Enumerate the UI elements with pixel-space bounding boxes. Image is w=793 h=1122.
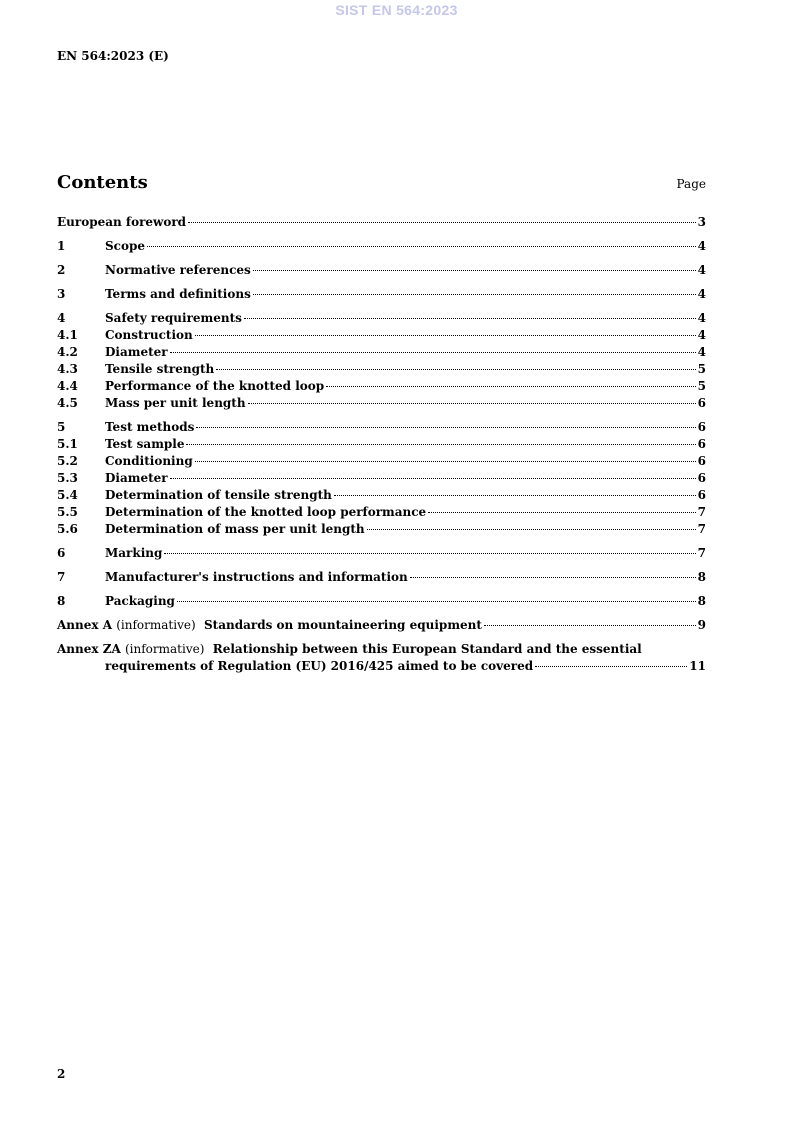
toc-section-title: Determination of the knotted loop performance [105, 505, 427, 519]
toc-section-title: Diameter [105, 345, 168, 359]
leader-dots [170, 352, 696, 353]
toc-page-number: 4 [697, 311, 706, 325]
toc-section-number: 5.3 [57, 471, 78, 485]
leader-dots [326, 386, 695, 387]
contents-title: Contents [57, 172, 148, 193]
leader-dots [367, 529, 696, 530]
toc-section-number: 6 [57, 546, 66, 560]
toc-page-number: 4 [697, 328, 706, 342]
leader-dots [177, 601, 696, 602]
toc-entry[interactable] [57, 470, 706, 487]
toc-section-title: Terms and definitions [105, 287, 251, 301]
annex-title-line-1: Relationship between this European Standard and the essential [212, 642, 642, 656]
leader-dots [248, 403, 696, 404]
toc-section-title: Tensile strength [105, 362, 215, 376]
toc-section-number: 5.5 [57, 505, 78, 519]
toc-entry[interactable] [57, 453, 706, 470]
toc-entry[interactable] [57, 419, 706, 436]
leader-dots [164, 553, 695, 554]
toc-page-number: 5 [697, 379, 706, 393]
toc-section-title: Test sample [105, 437, 185, 451]
toc-entry[interactable] [57, 521, 706, 538]
toc-page-number: 6 [697, 437, 706, 451]
leader-dots [170, 478, 696, 479]
leader-dots [334, 495, 696, 496]
toc-section-number: 5 [57, 420, 66, 434]
toc-section-number: 7 [57, 570, 66, 584]
toc-entry[interactable] [57, 504, 706, 521]
toc-section-number: 5.2 [57, 454, 78, 468]
toc-entry[interactable] [57, 593, 706, 610]
toc-page-number: 9 [697, 618, 706, 632]
toc-page-number: 8 [697, 594, 706, 608]
toc-entry-annex-za[interactable] [57, 641, 706, 675]
toc-section-title: Manufacturer's instructions and information [105, 570, 408, 584]
toc-page-number: 4 [697, 287, 706, 301]
leader-dots [147, 246, 696, 247]
toc-entry[interactable] [57, 262, 706, 279]
toc-section-title: Determination of mass per unit length [105, 522, 365, 536]
toc-section-title: Marking [105, 546, 163, 560]
toc-page-number: 7 [697, 546, 706, 560]
toc-section-number: 4.3 [57, 362, 78, 376]
toc-section-title: Performance of the knotted loop [105, 379, 325, 393]
toc-page-number: 4 [697, 345, 706, 359]
leader-dots [195, 335, 696, 336]
toc-section-number: 5.4 [57, 488, 78, 502]
table-of-contents [57, 214, 706, 682]
toc-group [57, 286, 706, 303]
toc-entry[interactable] [57, 395, 706, 412]
leader-dots [253, 294, 696, 295]
leader-dots [216, 369, 695, 370]
toc-entry[interactable] [57, 238, 706, 255]
toc-page-number: 8 [697, 570, 706, 584]
toc-entry-annex-a[interactable] [57, 617, 706, 634]
toc-section-title: Packaging [105, 594, 175, 608]
toc-section-title: Construction [105, 328, 193, 342]
toc-section-title: Conditioning [105, 454, 193, 468]
toc-section-number: 4.4 [57, 379, 78, 393]
toc-section-title: Diameter [105, 471, 168, 485]
toc-entry[interactable] [57, 327, 706, 344]
toc-section-number: 8 [57, 594, 66, 608]
toc-section-title: Normative references [105, 263, 251, 277]
leader-dots [410, 577, 696, 578]
toc-group [57, 593, 706, 610]
toc-entry[interactable] [57, 286, 706, 303]
toc-section-number: 4 [57, 311, 66, 325]
toc-entry[interactable] [57, 361, 706, 378]
toc-entry[interactable] [57, 310, 706, 327]
toc-page-number: 5 [697, 362, 706, 376]
toc-page-number: 6 [697, 420, 706, 434]
leader-dots [186, 444, 695, 445]
page-column-label: Page [676, 177, 706, 191]
toc-group [57, 419, 706, 538]
toc-section-number: 4.1 [57, 328, 78, 342]
toc-section-title: Safety requirements [105, 311, 242, 325]
toc-section-number: 4.5 [57, 396, 78, 410]
toc-entry[interactable] [57, 545, 706, 562]
toc-group [57, 262, 706, 279]
toc-entry[interactable] [57, 214, 706, 231]
toc-group [57, 569, 706, 586]
toc-entry[interactable] [57, 569, 706, 586]
toc-page-number: 6 [697, 454, 706, 468]
toc-page-number: 6 [697, 471, 706, 485]
toc-section-title: European foreword [57, 215, 187, 229]
toc-page-number: 4 [697, 239, 706, 253]
toc-section-number: 2 [57, 263, 66, 277]
toc-section-number: 5.6 [57, 522, 78, 536]
toc-page-number: 11 [689, 659, 706, 673]
leader-dots [484, 625, 696, 626]
toc-page-number: 3 [697, 215, 706, 229]
toc-group [57, 214, 706, 231]
toc-page-number: 7 [697, 522, 706, 536]
toc-section-title: Test methods [105, 420, 195, 434]
toc-section-title: Scope [105, 239, 146, 253]
leader-dots [195, 461, 696, 462]
leader-dots [428, 512, 695, 513]
toc-group [57, 238, 706, 255]
annex-label: Annex ZA [57, 642, 121, 656]
leader-dots [188, 222, 696, 223]
toc-section-title: Determination of tensile strength [105, 488, 332, 502]
toc-entry[interactable] [57, 378, 706, 395]
toc-entry[interactable] [57, 436, 706, 453]
toc-section-number: 5.1 [57, 437, 78, 451]
leader-dots [535, 666, 687, 667]
toc-entry[interactable] [57, 487, 706, 504]
toc-page-number: 4 [697, 263, 706, 277]
leader-dots [196, 427, 695, 428]
leader-dots [253, 270, 696, 271]
toc-group [57, 545, 706, 562]
toc-section-number: 3 [57, 287, 66, 301]
annex-label: Annex A [57, 618, 113, 632]
annex-note: (informative) [124, 642, 205, 656]
toc-page-number: 6 [697, 396, 706, 410]
toc-group [57, 310, 706, 412]
document-id: EN 564:2023 (E) [57, 49, 169, 63]
toc-page-number: 6 [697, 488, 706, 502]
annex-note: (informative) [116, 618, 196, 632]
watermark: SIST EN 564:2023 [335, 2, 458, 18]
toc-page-number: 7 [697, 505, 706, 519]
toc-section-number: 1 [57, 239, 66, 253]
annex-title-line-2: requirements of Regulation (EU) 2016/425 aimed to be covered [105, 659, 534, 673]
annex-title: Standards on mountaineering equipment [204, 618, 482, 632]
page-number: 2 [57, 1067, 66, 1081]
toc-section-title: Mass per unit length [105, 396, 246, 410]
toc-entry[interactable] [57, 344, 706, 361]
toc-section-number: 4.2 [57, 345, 78, 359]
leader-dots [244, 318, 696, 319]
